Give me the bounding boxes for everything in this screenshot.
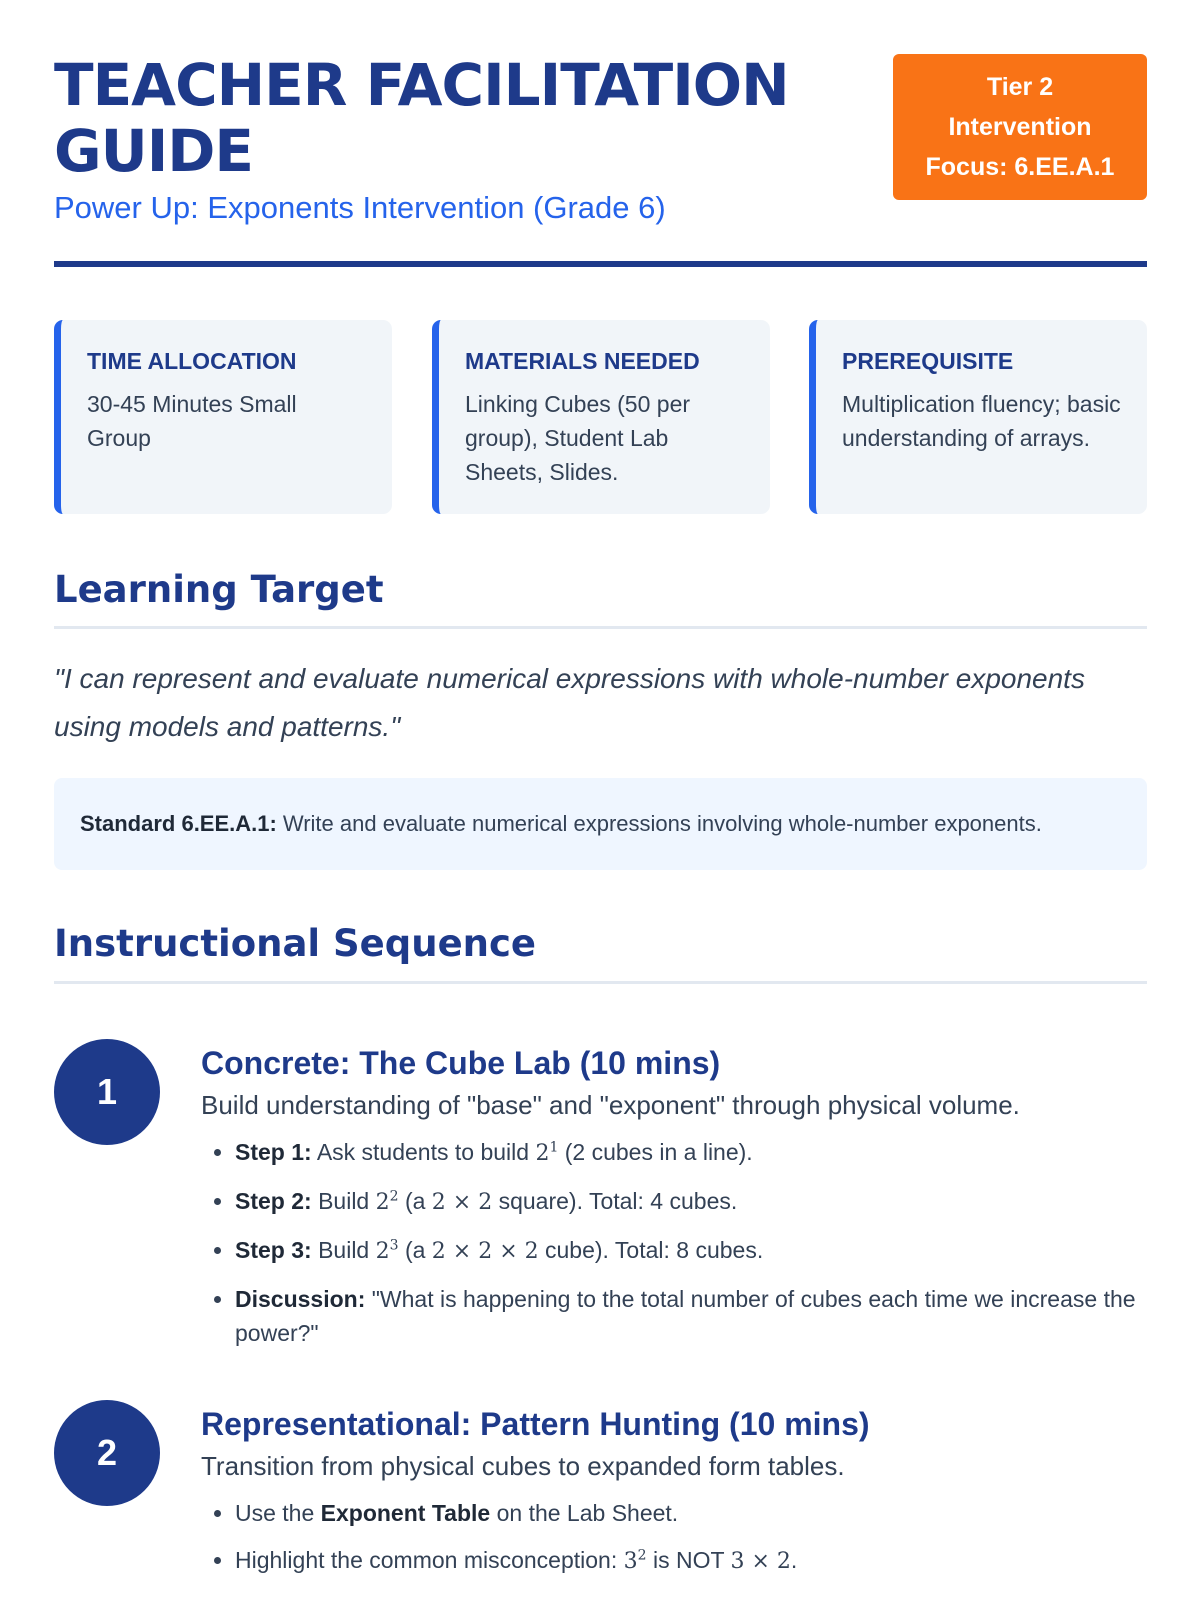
step-title: Concrete: The Cube Lab (10 mins) <box>201 1045 721 1081</box>
standard-box <box>54 778 1147 870</box>
step-list <box>201 1135 1147 1350</box>
standard-label: Standard 6.EE.A.1: <box>80 811 277 836</box>
instructional-sequence-heading: Instructional Sequence <box>54 922 537 965</box>
step-body <box>201 1404 1147 1592</box>
list-item: • Use the Exponent Table on the Lab Sheet. <box>235 1496 1147 1530</box>
step-number-badge: 1 <box>54 1039 160 1145</box>
step-number-badge: 2 <box>54 1400 160 1506</box>
step-list <box>201 1496 1147 1579</box>
tier-badge: Tier 2 Intervention Focus: 6.EE.A.1 <box>893 54 1147 200</box>
list-item: • Step 1: Ask students to build $2^1$ (2 cubes in a line). <box>235 1135 1147 1171</box>
card-label: MATERIALS NEEDED <box>465 348 700 374</box>
page-subtitle: Power Up: Exponents Intervention (Grade 6) <box>54 190 666 225</box>
section-divider <box>54 981 1147 984</box>
step-body <box>201 1043 1147 1363</box>
card-text: Linking Cubes (50 per group), Student Lab Sheets, Slides. <box>465 391 691 485</box>
list-item: • Highlight the common misconception: $3^2$ is NOT 3 × 2. <box>235 1543 1147 1579</box>
step-title: Representational: Pattern Hunting (10 mins) <box>201 1406 870 1442</box>
list-item: • Step 2: Build $2^2$ (a 2 × 2 square). Total: 4 cubes. <box>235 1184 1147 1220</box>
materials-card <box>432 320 770 514</box>
prerequisite-card <box>809 320 1147 514</box>
header-divider <box>54 261 1147 267</box>
list-item: • Step 3: Build $2^3$ (a 2 × 2 × 2 cube). Total: 8 cubes. <box>235 1233 1147 1269</box>
card-label: PREREQUISITE <box>842 348 1014 374</box>
list-item: • Discussion: "What is happening to the total number of cubes each time we increase the power?" <box>235 1282 1147 1350</box>
page-title: TEACHER FACILITATION GUIDE <box>54 51 789 185</box>
standard-text: Write and evaluate numerical expressions involving whole-number exponents. <box>282 811 1042 836</box>
step-description: Build understanding of "base" and "exponent" through physical volume. <box>201 1090 1020 1120</box>
learning-target-heading: Learning Target <box>54 568 384 611</box>
section-divider <box>54 626 1147 629</box>
step-description: Transition from physical cubes to expanded form tables. <box>201 1451 845 1481</box>
card-label: TIME ALLOCATION <box>87 348 297 374</box>
card-text: Multiplication fluency; basic understanding of arrays. <box>842 391 1121 451</box>
learning-target-quote: "I can represent and evaluate numerical expressions with whole-number exponents using models and patterns." <box>54 663 1085 742</box>
time-allocation-card <box>54 320 392 514</box>
info-cards <box>54 320 1147 514</box>
page-header <box>54 0 1147 268</box>
guide-page <box>54 0 1147 1574</box>
card-text: 30-45 Minutes Small Group <box>87 391 297 451</box>
